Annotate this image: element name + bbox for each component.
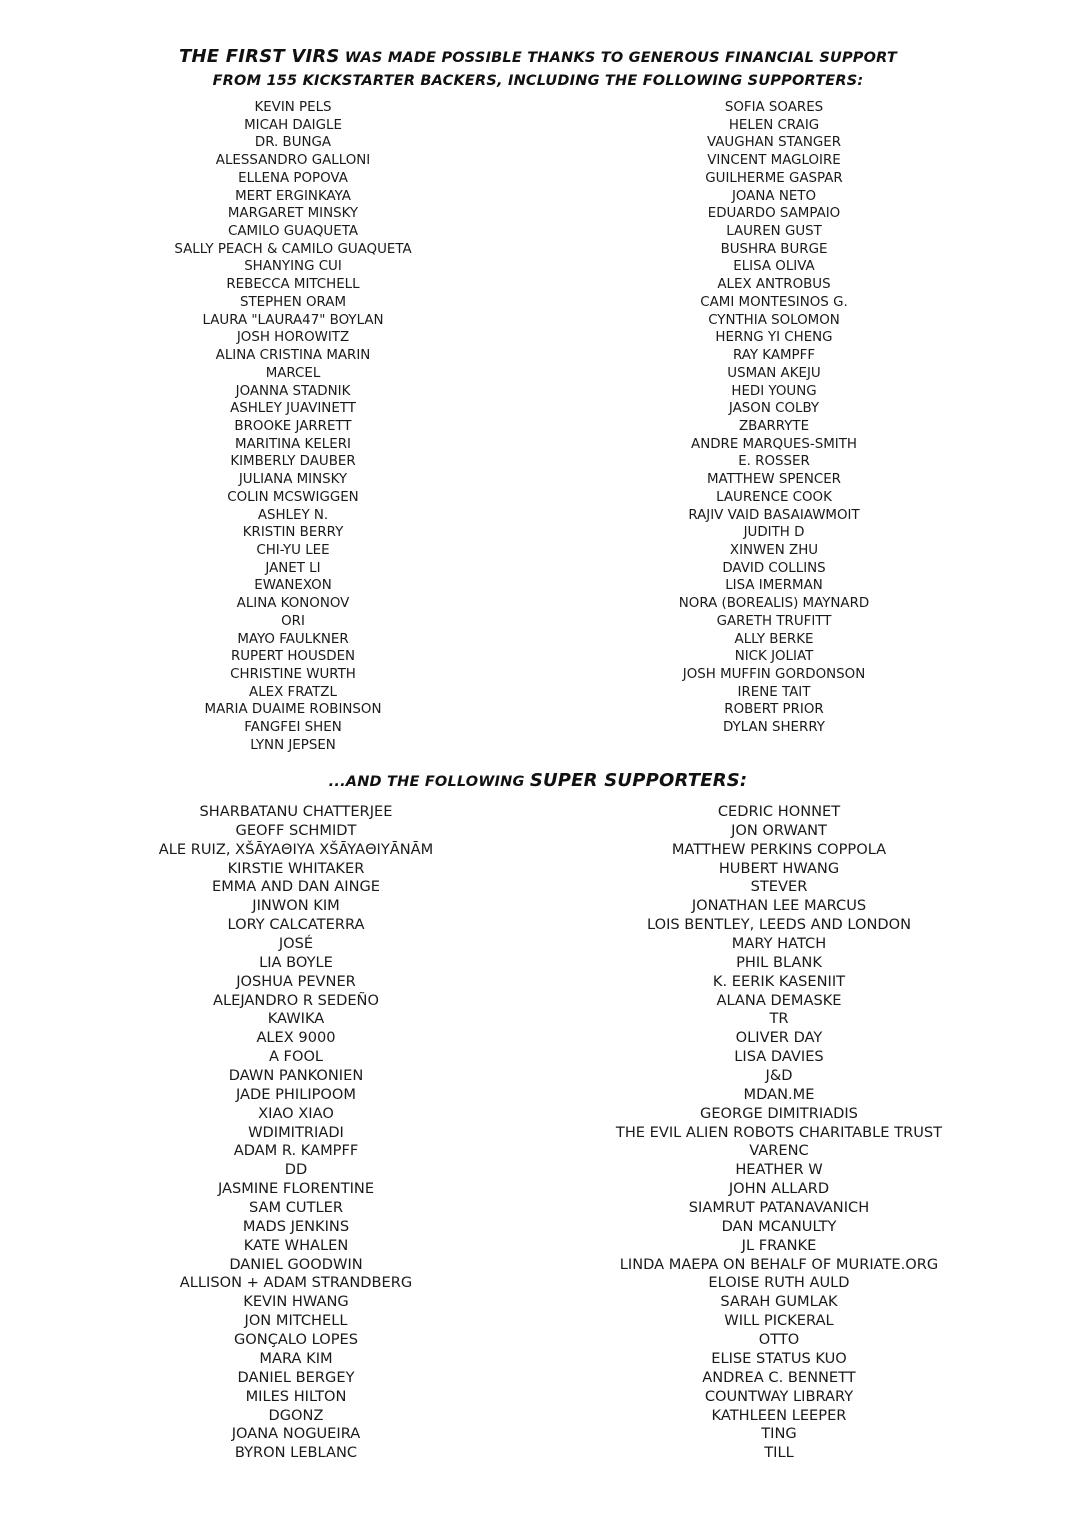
supporter-name: ALINA KONONOV <box>236 596 350 612</box>
supporter-name: XIAO XIAO <box>258 1104 334 1122</box>
supporter-name: CEDRIC HONNET <box>717 803 841 820</box>
supporter-name: MICAH DAIGLE <box>244 117 342 133</box>
supporter-name: MILES HILTON <box>245 1387 347 1405</box>
supporter-name: GEOFF SCHMIDT <box>235 821 357 839</box>
supporter-name: LYNN JEPSEN <box>250 737 336 753</box>
supporter-name: ELISA OLIVA <box>733 259 815 275</box>
supporter-name: MDAN.ME <box>743 1085 815 1103</box>
supporter-name: TING <box>761 1425 797 1443</box>
supporter-name: DAWN PANKONIEN <box>228 1067 364 1085</box>
supporter-name: TILL <box>764 1444 794 1462</box>
supporter-name: ALLY BERKE <box>734 631 814 647</box>
supporter-name: LORY CALCATERRA <box>227 916 365 934</box>
supporter-name: KEVIN PELS <box>254 100 332 115</box>
supporter-name: WDIMITRIADI <box>248 1123 344 1141</box>
supporter-name: COLIN MCSWIGGEN <box>227 489 359 505</box>
supporter-name: JUDITH D <box>743 525 805 541</box>
supporter-name: DGONZ <box>268 1406 324 1424</box>
super-supporters-list-right <box>579 803 979 1463</box>
supporter-name: HERNG YI CHENG <box>715 330 833 346</box>
supporter-name: K. EERIK KASENIIT <box>712 972 846 990</box>
supporter-name: CAMI MONTESINOS G. <box>700 294 848 310</box>
supporter-name: VINCENT MAGLOIRE <box>707 153 841 169</box>
supporter-name: LOIS BENTLEY, LEEDS AND LONDON <box>646 916 912 934</box>
supporter-name: SARAH GUMLAK <box>720 1293 838 1311</box>
supporter-name: BUSHRA BURGE <box>720 241 828 257</box>
supporter-name: JULIANA MINSKY <box>238 472 348 488</box>
supporter-name: HEATHER W <box>735 1161 823 1179</box>
supporter-name: SIAMRUT PATANAVANICH <box>688 1199 870 1217</box>
supporter-name: CYNTHIA SOLOMON <box>708 312 840 328</box>
supporter-name: E. ROSSER <box>738 454 810 470</box>
supporter-name: MERT ERGINKAYA <box>235 188 351 204</box>
supporter-name: THE EVIL ALIEN ROBOTS CHARITABLE TRUST <box>615 1123 943 1141</box>
supporter-name: ASHLEY N. <box>257 507 329 523</box>
supporter-name: LAURENCE COOK <box>716 489 832 505</box>
supporter-name: ORI <box>281 613 305 629</box>
supporter-name: LINDA MAEPA ON BEHALF OF MURIATE.ORG <box>619 1255 939 1273</box>
supporter-name: DAN MCANULTY <box>721 1217 837 1235</box>
supporter-name: RAJIV VAID BASAIAWMOIT <box>688 507 860 523</box>
supporter-name: MAYO FAULKNER <box>237 631 349 647</box>
supporter-name: ELLENA POPOVA <box>238 170 348 186</box>
supporter-name: JASON COLBY <box>728 401 820 417</box>
supporter-name: JOANNA STADNIK <box>235 383 351 399</box>
intro-heading-line-1 <box>0 46 1076 69</box>
supporter-name: SAM CUTLER <box>248 1199 344 1217</box>
supporter-name: CHI-YU LEE <box>256 542 330 558</box>
supporter-name: EMMA AND DAN AINGE <box>211 878 381 896</box>
supporter-name: KRISTIN BERRY <box>242 525 344 541</box>
supporter-name: STEVER <box>750 878 808 896</box>
supporter-name: REBECCA MITCHELL <box>226 277 360 293</box>
supporter-name: EWANEXON <box>254 578 332 594</box>
super-heading-prefix: ...AND THE FOLLOWING <box>328 774 530 790</box>
supporter-name: LAURA "LAURA47" BOYLAN <box>202 312 384 328</box>
intro-text-2: FROM 155 KICKSTARTER BACKERS, INCLUDING THE FOLLOWING SUPPORTERS: <box>212 73 864 89</box>
supporter-name: TR <box>769 1010 789 1028</box>
supporter-name: JOANA NETO <box>731 188 817 204</box>
super-heading-emph: SUPER SUPPORTERS: <box>529 770 748 791</box>
supporter-name: ALEX FRATZL <box>249 684 337 700</box>
supporter-name: JOSH MUFFIN GORDONSON <box>682 667 866 682</box>
supporter-name: JASMINE FLORENTINE <box>217 1180 375 1198</box>
supporter-name: ELISE STATUS KUO <box>711 1349 847 1367</box>
supporter-name: CAMILO GUAQUETA <box>228 224 358 240</box>
supporter-name: KATHLEEN LEEPER <box>711 1406 847 1424</box>
supporter-name: LISA DAVIES <box>734 1048 824 1066</box>
supporters-list-right <box>574 99 974 737</box>
supporter-name: ALEX 9000 <box>256 1029 336 1047</box>
supporter-name: ALLISON + ADAM STRANDBERG <box>179 1274 413 1292</box>
supporter-name: PHIL BLANK <box>736 953 822 971</box>
supporter-name: DANIEL BERGEY <box>237 1368 355 1386</box>
supporter-name: ANDREA C. BENNETT <box>702 1368 856 1386</box>
supporter-name: LISA IMERMAN <box>725 578 823 594</box>
supporter-name: DD <box>284 1161 308 1179</box>
supporter-name: SALLY PEACH & CAMILO GUAQUETA <box>174 241 412 257</box>
supporter-name: STEPHEN ORAM <box>239 294 347 310</box>
supporter-name: JOSH HOROWITZ <box>236 330 350 346</box>
supporter-name: WILL PICKERAL <box>724 1312 834 1330</box>
supporter-name: NORA (BOREALIS) MAYNARD <box>678 596 870 612</box>
supporter-name: MARCEL <box>265 365 321 381</box>
supporter-name: ZBARRYTE <box>738 418 810 434</box>
supporter-name: XINWEN ZHU <box>729 542 819 558</box>
supporter-name: EDUARDO SAMPAIO <box>707 206 841 222</box>
supporter-name: VARENC <box>749 1142 809 1160</box>
supporter-name: GEORGE DIMITRIADIS <box>700 1104 858 1122</box>
supporter-name: HEDI YOUNG <box>731 383 817 399</box>
super-supporters-list-left <box>96 803 496 1463</box>
supporter-name: KATE WHALEN <box>243 1236 349 1254</box>
supporter-name: A FOOL <box>268 1048 324 1066</box>
supporter-name: JOHN ALLARD <box>728 1180 830 1198</box>
supporter-name: MARITINA KELERI <box>235 436 351 452</box>
supporter-name: MARY HATCH <box>731 935 827 953</box>
supporter-name: COUNTWAY LIBRARY <box>704 1387 854 1405</box>
supporter-name: VAUGHAN STANGER <box>706 135 842 151</box>
supporter-name: ALINA CRISTINA MARIN <box>215 348 371 364</box>
supporter-name: GONÇALO LOPES <box>233 1331 358 1349</box>
intro-text: WAS MADE POSSIBLE THANKS TO GENEROUS FINANCIAL SUPPORT <box>339 50 897 66</box>
supporter-name: ADAM R. KAMPFF <box>233 1142 359 1160</box>
supporter-name: J&D <box>765 1067 793 1085</box>
supporter-name: JONATHAN LEE MARCUS <box>691 897 867 915</box>
supporter-name: JANET LI <box>265 560 321 576</box>
supporter-name: KEVIN HWANG <box>243 1293 349 1311</box>
supporter-name: FANGFEI SHEN <box>244 720 342 736</box>
supporter-name: JON ORWANT <box>731 821 827 839</box>
supporter-name: LAUREN GUST <box>726 224 822 240</box>
supporter-name: JADE PHILIPOOM <box>235 1085 356 1103</box>
supporter-name: MATTHEW PERKINS COPPOLA <box>671 840 887 858</box>
supporter-name: OLIVER DAY <box>735 1029 823 1047</box>
supporter-name: MARGARET MINSKY <box>227 206 359 222</box>
supporter-name: DYLAN SHERRY <box>723 720 825 736</box>
supporter-name: JOANA NOGUEIRA <box>231 1425 361 1443</box>
supporter-name: JINWON KIM <box>252 897 340 915</box>
supporter-name: KIRSTIE WHITAKER <box>227 859 365 877</box>
supporter-name: BYRON LEBLANC <box>234 1444 358 1462</box>
supporter-name: ASHLEY JUAVINETT <box>230 401 356 417</box>
supporter-name: ROBERT PRIOR <box>724 702 824 718</box>
supporter-name: ALANA DEMASKE <box>716 991 842 1009</box>
supporter-name: KAWIKA <box>267 1010 325 1028</box>
supporter-name: ALESSANDRO GALLONI <box>215 153 371 169</box>
supporter-name: USMAN AKEJU <box>727 365 821 381</box>
supporter-name: HELEN CRAIG <box>728 117 820 133</box>
supporter-name: JOSHUA PEVNER <box>236 972 356 990</box>
supporter-name: CHRISTINE WURTH <box>230 667 356 682</box>
supporter-name: SOFIA SOARES <box>724 100 824 115</box>
supporter-name: DAVID COLLINS <box>722 560 826 576</box>
intro-heading-line-2 <box>0 69 1076 92</box>
supporter-name: RAY KAMPFF <box>732 348 816 364</box>
supporter-name: MATTHEW SPENCER <box>707 472 841 488</box>
supporter-name: ALEX ANTROBUS <box>717 277 831 293</box>
supporter-name: KIMBERLY DAUBER <box>230 454 356 470</box>
supporter-name: LIA BOYLE <box>259 953 333 971</box>
supporter-name: MARIA DUAIME ROBINSON <box>204 702 382 718</box>
supporter-name: JOSÉ <box>278 935 314 953</box>
supporter-name: ANDRE MARQUES-SMITH <box>691 436 857 452</box>
supporter-name: SHANYING CUI <box>244 259 342 275</box>
supporter-name: JL FRANKE <box>741 1236 817 1254</box>
supporter-name: OTTO <box>758 1331 800 1349</box>
supporter-name: IRENE TAIT <box>737 684 811 700</box>
supporter-name: RUPERT HOUSDEN <box>230 649 356 665</box>
supporter-name: ALE RUIZ, XŠĀYAΘIYA XŠĀYAΘIYĀNĀM <box>158 840 434 858</box>
supporter-name: NICK JOLIAT <box>734 649 814 665</box>
supporter-name: GARETH TRUFITT <box>716 613 832 629</box>
supporter-name: HUBERT HWANG <box>718 859 840 877</box>
super-supporters-heading <box>0 769 1076 794</box>
supporters-list-left <box>93 99 493 755</box>
supporter-name: DR. BUNGA <box>254 135 332 151</box>
supporter-name: BROOKE JARRETT <box>234 418 352 434</box>
supporter-name: JON MITCHELL <box>244 1312 348 1330</box>
supporter-name: GUILHERME GASPAR <box>705 170 843 186</box>
supporter-name: DANIEL GOODWIN <box>229 1255 363 1273</box>
supporter-name: ALEJANDRO R SEDEÑO <box>213 991 379 1009</box>
supporter-name: SHARBATANU CHATTERJEE <box>199 803 393 820</box>
supporter-name: ELOISE RUTH AULD <box>708 1274 850 1292</box>
supporter-name: MARA KIM <box>259 1349 333 1367</box>
book-title: THE FIRST VIRS <box>179 46 340 67</box>
supporter-name: MADS JENKINS <box>242 1217 350 1235</box>
